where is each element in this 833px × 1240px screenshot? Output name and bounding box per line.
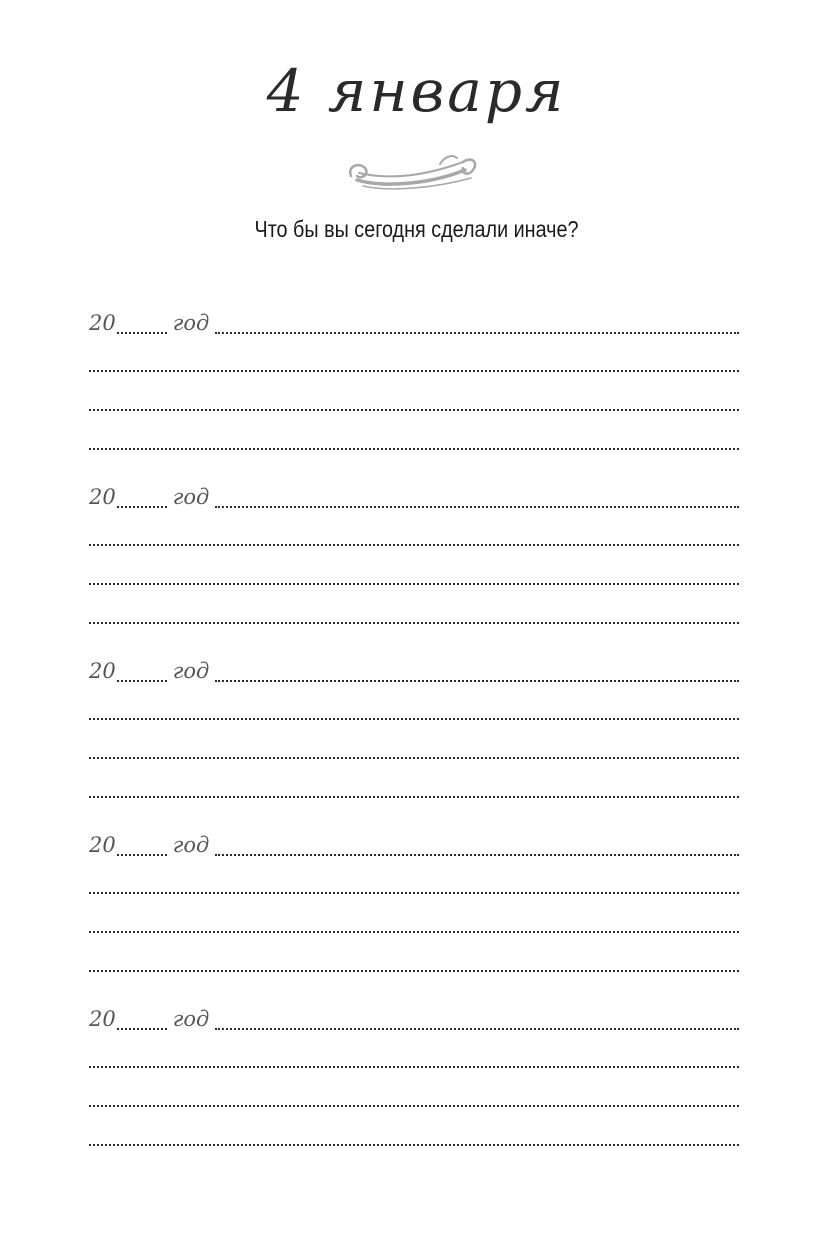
- year-label: год: [172, 311, 210, 335]
- writing-line[interactable]: [89, 931, 739, 933]
- year-prefix: 20: [89, 1007, 116, 1031]
- year-row: [89, 310, 739, 334]
- year-entry: [89, 1006, 739, 1180]
- writing-line[interactable]: [89, 409, 739, 411]
- year-row: [89, 658, 739, 682]
- year-prefix: 20: [89, 311, 116, 335]
- daily-question: Что бы вы сегодня сделали иначе?: [254, 216, 579, 242]
- year-row: [89, 832, 739, 856]
- year-entry: [89, 832, 739, 1006]
- first-writing-line[interactable]: [215, 331, 739, 334]
- year-row: [89, 1006, 739, 1030]
- year-prefix: 20: [89, 485, 116, 509]
- year-row: [89, 484, 739, 508]
- writing-line[interactable]: [89, 370, 739, 372]
- writing-line[interactable]: [89, 796, 739, 798]
- year-fill-blank[interactable]: [117, 331, 167, 334]
- year-label: год: [172, 659, 210, 683]
- year-fill-blank[interactable]: [117, 505, 167, 508]
- writing-line[interactable]: [89, 1066, 739, 1068]
- year-label: год: [172, 833, 210, 857]
- writing-line[interactable]: [89, 718, 739, 720]
- entries-list: [89, 310, 739, 1180]
- year-prefix: 20: [89, 659, 116, 683]
- writing-line[interactable]: [89, 892, 739, 894]
- writing-line[interactable]: [89, 583, 739, 585]
- year-fill-blank[interactable]: [117, 1027, 167, 1030]
- page-title: 4 января: [266, 57, 567, 125]
- first-writing-line[interactable]: [215, 505, 739, 508]
- year-fill-blank[interactable]: [117, 679, 167, 682]
- year-entry: [89, 484, 739, 658]
- writing-line[interactable]: [89, 1105, 739, 1107]
- first-writing-line[interactable]: [215, 1027, 739, 1030]
- year-label: год: [172, 485, 210, 509]
- writing-line[interactable]: [89, 970, 739, 972]
- writing-line[interactable]: [89, 448, 739, 450]
- year-entry: [89, 658, 739, 832]
- writing-line[interactable]: [89, 1144, 739, 1146]
- writing-line[interactable]: [89, 757, 739, 759]
- year-prefix: 20: [89, 833, 116, 857]
- year-label: год: [172, 1007, 210, 1031]
- flourish-ornament-icon: [345, 152, 480, 194]
- year-fill-blank[interactable]: [117, 853, 167, 856]
- first-writing-line[interactable]: [215, 679, 739, 682]
- first-writing-line[interactable]: [215, 853, 739, 856]
- year-entry: [89, 310, 739, 484]
- writing-line[interactable]: [89, 622, 739, 624]
- writing-line[interactable]: [89, 544, 739, 546]
